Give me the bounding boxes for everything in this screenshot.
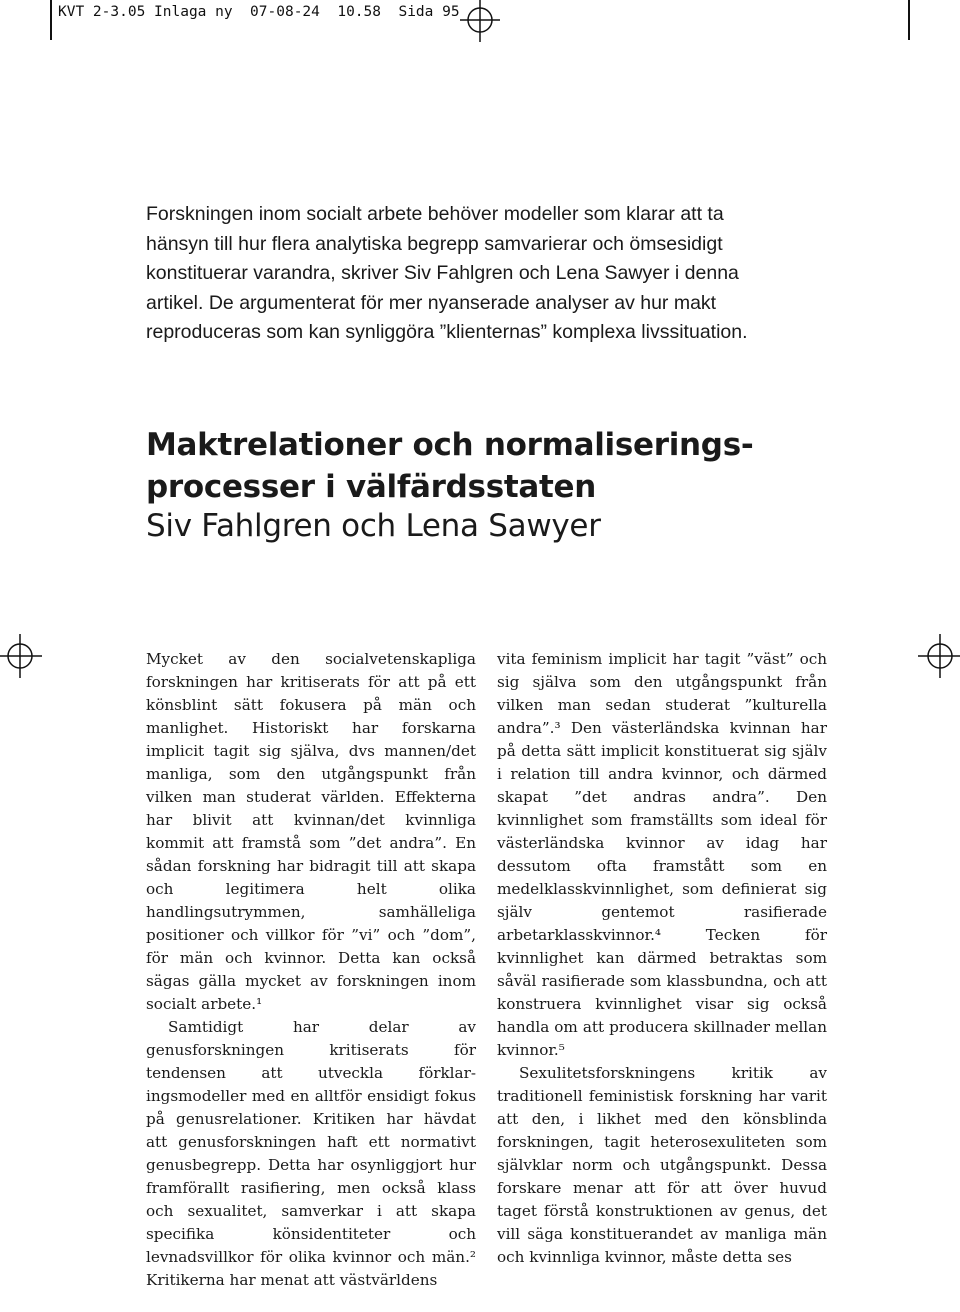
intro-paragraph: Forskningen inom socialt arbete behöver modeller som klarar att ta hänsyn till hur flera analytiska begrepp samvarierar och ömsesidigt konstituerar varandra, skriver Siv Fahlgren och Lena Sawyer i denna artikel. De argumenterat för mer nyanserade analyser av hur makt reproduceras som kan synliggöra ”klienternas” komplexa livssituation. [146,203,748,343]
body-paragraph: Sexulitetsforskningens kritik av traditionell feministisk forskning har varit att den, i likhet med den könsblinda forskningen, tagit heterosexuliteten som självklar norm och utgångspunkt. Dessa forskare menar att för att över huvud taget förstå konstruktionen av genus, det vill säga konstituerandet av manliga män och kvinnliga kvinnor, måste detta ses [497,1064,827,1266]
body-paragraph: Samtidigt har delar av genusforskningen kritiserats för tendensen att utveckla förklaringsmodeller med en alltför ensidigt fokus på genusrelationer. Kritiken har hävdat att genusforskningen haft ett normativt genusbegrepp. Detta har osynliggjort hur framförallt rasifiering, men också klass och sexualitet, samverkar i att skapa specifika könsidentiteter och levnadsvillkor för olika kvinnor och män.² Kritikerna har menat att västvärldens [146,1018,476,1289]
registration-mark-left-icon [0,634,44,678]
article-authors: Siv Fahlgren och Lena Sawyer [146,508,601,544]
registration-mark-right-icon [916,634,960,678]
title-line-1: Maktrelationer och normaliserings- [146,427,754,463]
article-title [146,424,826,508]
registration-mark-top-icon [460,0,500,42]
body-column-right [497,648,827,1269]
trim-mark-top-left [50,0,52,40]
trim-mark-top-right [908,0,910,40]
body-column-left [146,648,476,1292]
body-paragraph: Mycket av den socialvetenskapliga forskningen har kritiserats för att på ett könsblint sätt fokusera på män och manlighet. Historiskt har forskarna implicit tagit sig själva, dvs mannen/det manliga, som den utgångspunkt från vilken man studerat världen. Effekterna har blivit att kvinnan/det kvinnliga kommit att framstå som ”det andra”. En sådan forskning har bidragit till att skapa och legitimera helt olika handlingsutrymmen, samhälleliga positioner och villkor för ”vi” och ”dom”, för män och kvinnor. Detta kan också sägas gälla mycket av forskningen inom socialt arbete.¹ [146,650,476,1013]
body-paragraph: vita feminism implicit har tagit ”väst” och sig själva som den utgångspunkt från vilken man sedan studerat ”kulturella andra”.³ Den västerländska kvinnan har på detta sätt implicit konstituerat sig själv i relation till andra kvinnor, och därmed skapat ”det andras andra”. Den kvinnlighet som framställts som ideal för västerländska kvinnor av idag har dessutom ofta framstått som en medelklasskvinnlighet, som definierat sig själv gentemot rasifierade arbetarklasskvinnor.⁴ Tecken för kvinnlighet kan därmed betraktas som såväl rasifierade som klassbundna, och att konstruera kvinnlighet visar sig också handla om att producera skillnader mellan kvinnor.⁵ [497,650,827,1059]
article-intro [146,200,786,348]
print-slug: KVT 2-3.05 Inlaga ny 07-08-24 10.58 Sida 95 [58,4,460,20]
title-line-2: processer i välfärdsstaten [146,469,596,505]
